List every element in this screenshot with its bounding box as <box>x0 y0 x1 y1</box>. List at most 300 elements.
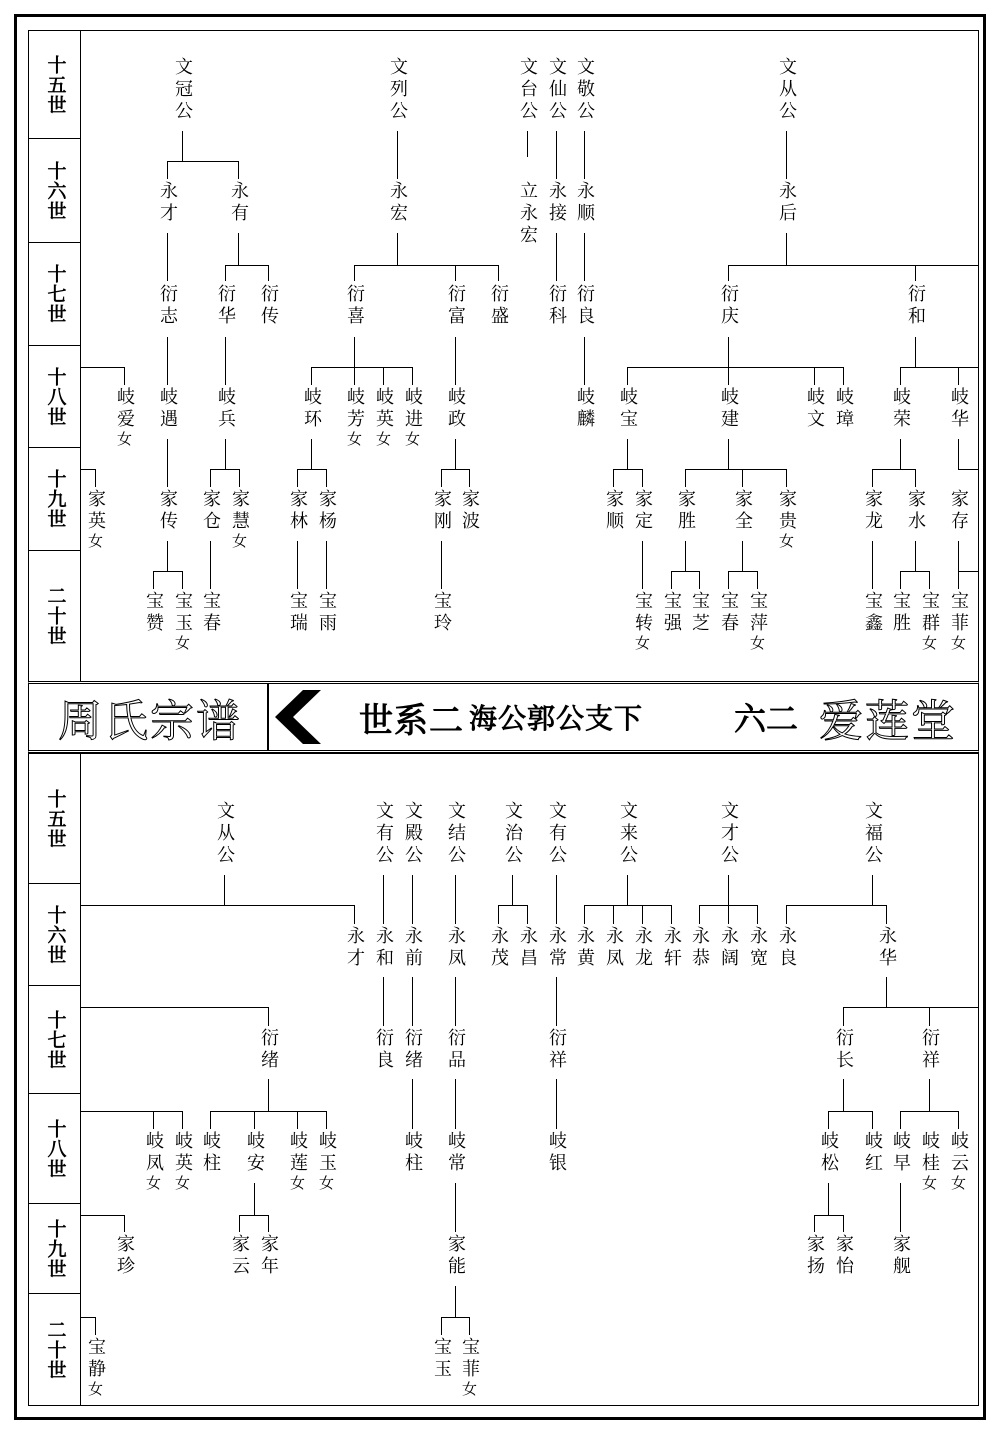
tree-line <box>728 337 729 367</box>
person-g17: 衍科 <box>546 284 567 328</box>
tree-line <box>383 977 384 1026</box>
tree-line <box>210 1111 211 1129</box>
tree-line <box>210 1111 326 1112</box>
person-g20: 宝芝 <box>689 591 710 635</box>
tree-line <box>613 469 642 470</box>
tree-line <box>124 367 125 385</box>
tree-line <box>671 571 699 572</box>
person-g19: 家存 <box>948 489 969 533</box>
person-g16: 立永宏 <box>517 181 538 247</box>
tree-line <box>455 1183 456 1232</box>
tree-line <box>326 1111 327 1129</box>
tree-line <box>397 233 398 265</box>
tree-line <box>81 1215 124 1216</box>
tree-line <box>225 337 226 385</box>
person-g18: 岐璋 <box>833 387 854 431</box>
tree-line <box>469 1317 470 1335</box>
gen-label: 十五世 <box>44 54 67 115</box>
tree-line <box>843 1215 844 1232</box>
person-g18: 岐华 <box>948 387 969 431</box>
tree-line <box>527 905 528 924</box>
tree-line <box>268 265 269 281</box>
tree-line <box>512 875 513 905</box>
person-g19: 家云 <box>229 1234 250 1278</box>
tree-line <box>584 337 585 385</box>
person-g19: 家年 <box>258 1234 279 1278</box>
gen-label: 十八世 <box>44 1118 67 1179</box>
top-genealogy-panel <box>28 30 979 682</box>
tree-line <box>828 1111 872 1112</box>
tree-line <box>958 571 959 589</box>
person-g19: 家能 <box>445 1234 466 1278</box>
person-g16: 永顺 <box>574 181 595 225</box>
tree-line <box>900 571 901 589</box>
tree-line <box>167 161 168 179</box>
gen-18 <box>29 1094 81 1204</box>
tree-line <box>627 367 628 385</box>
tree-line <box>311 367 412 368</box>
tree-line <box>354 905 355 924</box>
person-g18: 岐红 <box>862 1131 883 1175</box>
tree-line <box>224 875 225 905</box>
tree-line <box>958 439 959 469</box>
person-g19: 家慧女 <box>229 489 250 552</box>
person-g17: 衍祥 <box>546 1028 567 1072</box>
person-g20: 宝鑫 <box>862 591 883 635</box>
person-g20: 宝玉 <box>431 1337 452 1381</box>
person-g18: 岐环 <box>301 387 322 431</box>
tree-line <box>699 905 700 924</box>
person-g19: 家英女 <box>85 489 106 552</box>
person-g19: 家定 <box>632 489 653 533</box>
tree-line <box>153 571 154 589</box>
tree-line <box>354 367 355 385</box>
person-g18: 岐英女 <box>172 1131 193 1194</box>
page-number: 六二 <box>734 700 799 738</box>
tree-line <box>167 233 168 281</box>
gen-label: 十八世 <box>44 366 67 427</box>
person-g18: 岐宝 <box>617 387 638 431</box>
person-g17: 衍志 <box>157 284 178 328</box>
tree-line <box>958 541 959 571</box>
person-g17: 衍绪 <box>258 1028 279 1072</box>
person-g18: 岐松 <box>818 1131 839 1175</box>
tree-line <box>326 469 327 487</box>
person-g16: 永阔 <box>718 926 739 970</box>
tree-line <box>153 571 182 572</box>
person-g16: 永茂 <box>488 926 509 970</box>
person-g20: 宝萍女 <box>747 591 768 654</box>
tree-line <box>843 1007 844 1026</box>
tree-line <box>81 1317 95 1318</box>
tree-line <box>786 131 787 179</box>
tree-line <box>642 541 643 589</box>
person-g16: 永宏 <box>387 181 408 225</box>
tree-line <box>814 1215 815 1232</box>
person-g16: 永良 <box>776 926 797 970</box>
tree-line <box>828 1111 829 1129</box>
tree-line <box>958 571 979 572</box>
tree-line <box>814 1215 843 1216</box>
tree-line <box>455 1079 456 1129</box>
person-g17: 衍品 <box>445 1028 466 1072</box>
tree-line <box>182 131 183 161</box>
person-g16: 永常 <box>546 926 567 970</box>
bottom-genealogy-panel <box>28 753 979 1406</box>
tree-line <box>311 367 312 385</box>
gen-label: 十七世 <box>44 264 67 324</box>
tree-line <box>210 469 211 487</box>
tree-line <box>843 367 844 385</box>
person-g15: 文冠公 <box>172 57 193 123</box>
tree-line <box>929 1079 930 1111</box>
tree-line <box>210 541 211 589</box>
gen-17 <box>29 986 81 1094</box>
person-g20: 宝春 <box>200 591 221 635</box>
tree-line <box>239 1215 268 1216</box>
tree-line <box>297 469 298 487</box>
person-g15: 文结公 <box>445 801 466 867</box>
tree-line <box>354 265 355 281</box>
gen-label: 十六世 <box>44 904 67 965</box>
tree-line <box>182 571 183 589</box>
person-g19: 家怡 <box>833 1234 854 1278</box>
branch-label: 海公郭公支下 <box>469 702 644 735</box>
person-g19: 家贵女 <box>776 489 797 552</box>
tree-line <box>527 131 528 157</box>
gen-label: 十七世 <box>44 1009 67 1070</box>
tree-line <box>441 1317 442 1335</box>
tree-line <box>455 1286 456 1317</box>
tree-line <box>843 1007 979 1008</box>
tree-line <box>412 367 413 385</box>
person-g19: 家扬 <box>804 1234 825 1278</box>
tree-line <box>441 469 469 470</box>
generation-column <box>29 31 81 681</box>
tree-line <box>268 1079 269 1111</box>
gen-15 <box>29 754 81 884</box>
tree-line <box>929 571 930 589</box>
tree-line <box>354 337 355 367</box>
tree-line <box>297 1111 298 1129</box>
tree-line <box>685 469 786 470</box>
person-g18: 岐玉女 <box>316 1131 337 1194</box>
tree-line <box>498 905 527 906</box>
tree-line <box>814 367 815 385</box>
person-g15: 文仙公 <box>546 57 567 123</box>
tree-line <box>699 571 700 589</box>
person-g17: 衍华 <box>215 284 236 328</box>
person-g17: 衍盛 <box>488 284 509 328</box>
tree-line <box>254 1111 255 1129</box>
tree-line <box>167 541 168 571</box>
tree-line <box>671 905 672 924</box>
person-g16: 永才 <box>344 926 365 970</box>
person-g18: 岐莲女 <box>287 1131 308 1194</box>
tree-line <box>584 131 585 179</box>
tree-line <box>900 571 929 572</box>
tree-line <box>81 1007 268 1008</box>
tree-line <box>900 1183 901 1232</box>
tree-line <box>441 541 442 589</box>
tree-line <box>455 977 456 1026</box>
person-g17: 衍长 <box>833 1028 854 1072</box>
person-g18: 岐柱 <box>200 1131 221 1175</box>
person-g19: 家珍 <box>114 1234 135 1278</box>
person-g15: 文福公 <box>862 801 883 867</box>
tree-line <box>383 875 384 924</box>
person-g18: 岐早 <box>890 1131 911 1175</box>
tree-line <box>915 469 916 487</box>
person-g19: 家仓 <box>200 489 221 533</box>
tree-line <box>239 1215 240 1232</box>
tree-line <box>886 905 887 924</box>
tree-line <box>872 875 873 905</box>
tree-line <box>297 469 326 470</box>
title-band <box>28 681 979 753</box>
tree-line <box>167 161 238 162</box>
tree-line <box>167 439 168 487</box>
person-g18: 岐常 <box>445 1131 466 1175</box>
tree-line <box>383 367 384 385</box>
tree-line <box>268 1007 269 1026</box>
tree-line <box>872 1111 873 1129</box>
tree-line <box>728 905 729 924</box>
tree-line <box>81 469 95 470</box>
tree-line <box>757 905 758 924</box>
tree-line <box>167 337 168 385</box>
person-g15: 文有公 <box>546 801 567 867</box>
person-g16: 永宽 <box>747 926 768 970</box>
tree-line <box>900 1111 901 1129</box>
person-g18: 岐兵 <box>215 387 236 431</box>
person-g17: 衍绪 <box>402 1028 423 1072</box>
genealogy-title: 周氏宗谱 <box>58 696 242 747</box>
person-g18: 岐银 <box>546 1131 567 1175</box>
person-g20: 宝菲女 <box>459 1337 480 1400</box>
person-g18: 岐云女 <box>948 1131 969 1194</box>
person-g20: 宝雨 <box>316 591 337 635</box>
tree-line <box>455 265 456 281</box>
tree-line <box>958 1111 959 1129</box>
tree-line <box>627 367 843 368</box>
tree-line <box>900 367 901 385</box>
tree-line <box>786 233 787 265</box>
hall-name: 爱莲堂 <box>819 696 957 747</box>
person-g20: 宝瑞 <box>287 591 308 635</box>
person-g18: 岐凤女 <box>143 1131 164 1194</box>
person-g18: 岐爱女 <box>114 387 135 450</box>
person-g15: 文殿公 <box>402 801 423 867</box>
tree-line <box>900 1111 958 1112</box>
tree-line <box>239 469 240 487</box>
person-g15: 文从公 <box>214 801 235 867</box>
tree-line <box>297 541 298 589</box>
tree-line <box>613 469 614 487</box>
person-g18: 岐桂女 <box>919 1131 940 1194</box>
person-g20: 宝玉女 <box>172 591 193 654</box>
gen-15 <box>29 31 81 139</box>
gen-19 <box>29 448 81 551</box>
tree-line <box>498 905 499 924</box>
person-g17: 衍喜 <box>344 284 365 328</box>
person-g16: 永接 <box>546 181 567 225</box>
tree-line <box>556 1079 557 1129</box>
person-g16: 永凤 <box>603 926 624 970</box>
tree-line <box>728 265 729 281</box>
tree-line <box>685 469 686 487</box>
person-g17: 衍良 <box>373 1028 394 1072</box>
tree-line <box>584 233 585 281</box>
tree-line <box>153 1111 154 1129</box>
tree-line <box>584 905 671 906</box>
person-g15: 文台公 <box>517 57 538 123</box>
gen-16 <box>29 139 81 243</box>
tree-line <box>238 233 239 265</box>
gen-16 <box>29 884 81 986</box>
person-g16: 永龙 <box>632 926 653 970</box>
person-g15: 文列公 <box>387 57 408 123</box>
person-g19: 家杨 <box>316 489 337 533</box>
person-g18: 岐英女 <box>373 387 394 450</box>
tree-line <box>441 1317 469 1318</box>
tree-line <box>556 977 557 1026</box>
tree-line <box>786 905 787 924</box>
tree-line <box>671 571 672 589</box>
person-g19: 家波 <box>459 489 480 533</box>
person-g18: 岐政 <box>445 387 466 431</box>
tree-line <box>397 131 398 179</box>
tree-line <box>182 1111 183 1129</box>
tree-line <box>886 977 887 1007</box>
person-g19: 家刚 <box>431 489 452 533</box>
tree-line <box>728 367 729 385</box>
tree-line <box>627 439 628 469</box>
tree-line <box>124 1215 125 1232</box>
tree-line <box>225 439 226 469</box>
person-g16: 永黄 <box>574 926 595 970</box>
tree-line <box>613 905 614 924</box>
person-g19: 家龙 <box>862 489 883 533</box>
tree-line <box>742 541 743 571</box>
person-g20: 宝玲 <box>431 591 452 635</box>
tree-line <box>81 905 354 906</box>
person-g20: 宝转女 <box>632 591 653 654</box>
tree-line <box>326 541 327 589</box>
person-g17: 衍和 <box>905 284 926 328</box>
person-g17: 衍祥 <box>919 1028 940 1072</box>
tree-line <box>81 1111 182 1112</box>
person-g16: 永才 <box>157 181 178 225</box>
tree-line <box>642 469 643 487</box>
person-g20: 宝赞 <box>143 591 164 635</box>
person-g18: 岐荣 <box>890 387 911 431</box>
tree-line <box>268 1215 269 1232</box>
tree-line <box>642 905 643 924</box>
tree-line <box>225 265 268 266</box>
tree-line <box>238 161 239 179</box>
gen-17 <box>29 243 81 346</box>
gen-label: 十九世 <box>44 469 67 529</box>
tree-line <box>556 875 557 924</box>
section-label: 世系二 <box>359 700 464 741</box>
person-g16: 永凤 <box>445 926 466 970</box>
tree-line <box>556 233 557 281</box>
person-g17: 衍富 <box>445 284 466 328</box>
person-g19: 家传 <box>157 489 178 533</box>
person-g16: 永后 <box>776 181 797 225</box>
person-g20: 宝菲女 <box>948 591 969 654</box>
tree-line <box>210 469 239 470</box>
person-g16: 永昌 <box>517 926 538 970</box>
tree-line <box>828 1183 829 1215</box>
tree-line <box>872 541 873 589</box>
tree-line <box>455 337 456 385</box>
gen-20 <box>29 1294 81 1405</box>
person-g17: 衍良 <box>574 284 595 328</box>
tree-line <box>915 541 916 571</box>
tree-line <box>95 469 96 487</box>
tree-line <box>915 265 916 281</box>
person-g19: 家林 <box>287 489 308 533</box>
person-g15: 文治公 <box>502 801 523 867</box>
tree-line <box>95 1317 96 1335</box>
tree-line <box>354 265 498 266</box>
person-g18: 岐文 <box>804 387 825 431</box>
tree-line <box>225 265 226 281</box>
gen-label: 十九世 <box>44 1218 67 1279</box>
tree-line <box>929 1007 930 1026</box>
tree-line <box>412 977 413 1026</box>
tree-line <box>900 367 979 368</box>
tree-line <box>81 367 124 368</box>
person-g20: 宝强 <box>661 591 682 635</box>
tree-line <box>455 439 456 469</box>
tree-line <box>872 469 915 470</box>
tree-line <box>412 1079 413 1129</box>
person-g20: 宝胜 <box>890 591 911 635</box>
tree-line <box>872 469 873 487</box>
person-g18: 岐遇 <box>157 387 178 431</box>
person-g18: 岐芳女 <box>344 387 365 450</box>
tree-line <box>498 265 499 281</box>
gen-18 <box>29 346 81 448</box>
tree-line <box>469 469 470 487</box>
tree-line <box>915 337 916 367</box>
person-g16: 永恭 <box>689 926 710 970</box>
chevron-left-icon <box>273 688 323 746</box>
person-g16: 永有 <box>228 181 249 225</box>
generation-column <box>29 754 81 1405</box>
tree-line <box>786 469 787 487</box>
tree-line <box>728 875 729 905</box>
gen-20 <box>29 551 81 681</box>
gen-19 <box>29 1204 81 1294</box>
tree-line <box>958 469 979 470</box>
gen-label: 十五世 <box>44 788 67 849</box>
tree-line <box>584 905 585 924</box>
person-g16: 永轩 <box>661 926 682 970</box>
tree-line <box>757 571 758 589</box>
person-g16: 永前 <box>402 926 423 970</box>
tree-line <box>728 571 757 572</box>
tree-line <box>556 131 557 179</box>
person-g20: 宝春 <box>718 591 739 635</box>
tree-line <box>786 905 886 906</box>
person-g17: 衍庆 <box>718 284 739 328</box>
person-g20: 宝群女 <box>919 591 940 654</box>
gen-label: 二十世 <box>44 586 67 646</box>
